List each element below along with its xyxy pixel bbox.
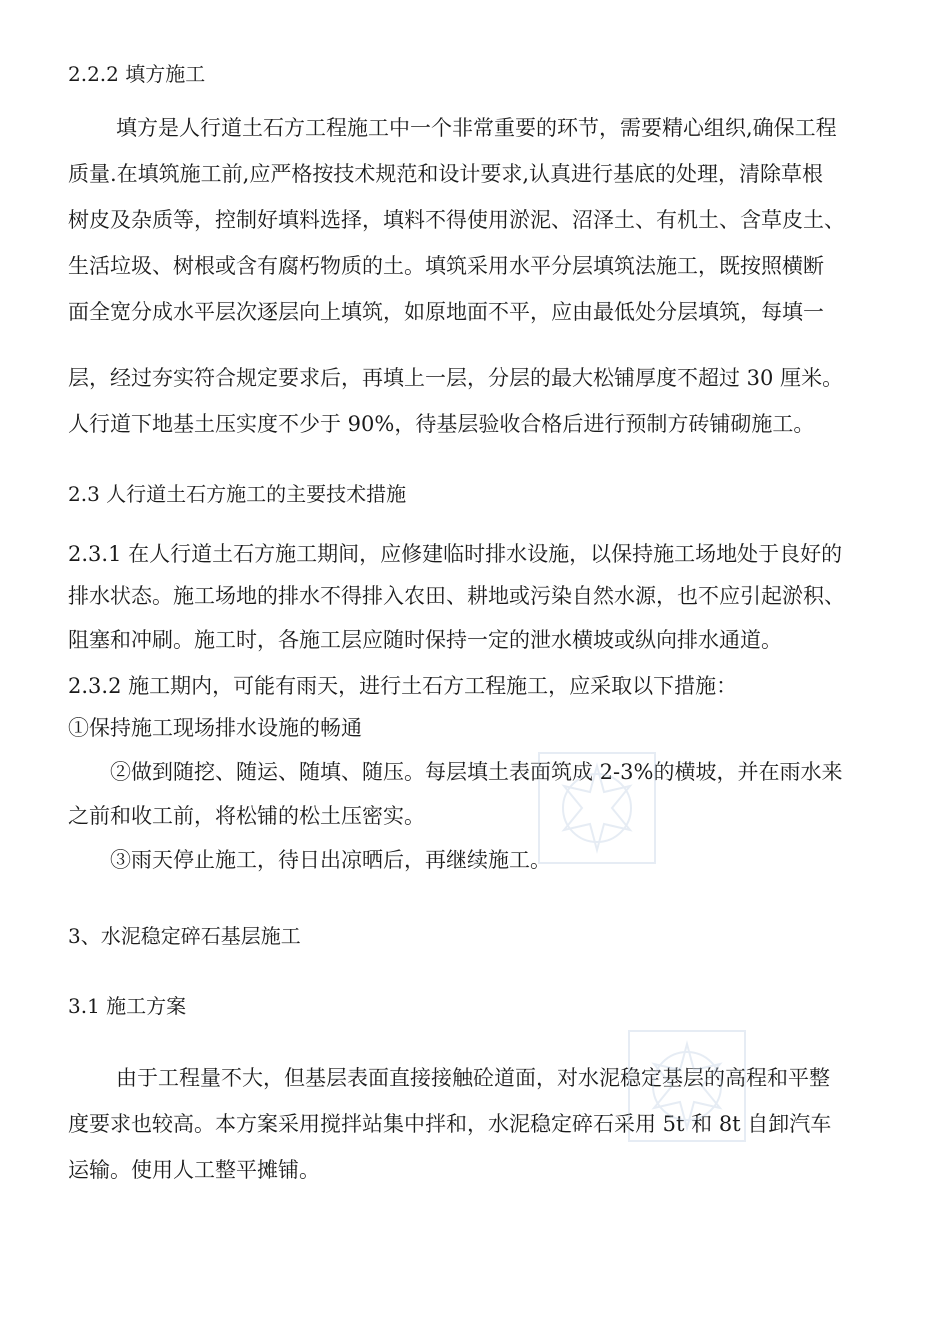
heading-3: 3、水泥稳定碎石基层施工 (68, 924, 301, 948)
paragraph-line: 运输。使用人工整平摊铺。 (68, 1158, 320, 1182)
paragraph-line: 层，经过夯实符合规定要求后，再填上一层，分层的最大松铺厚度不超过 30 厘米。 (68, 366, 844, 390)
paragraph-line: 度要求也较高。本方案采用搅拌站集中拌和，水泥稳定碎石采用 5t 和 8t 自卸汽车 (68, 1112, 832, 1136)
paragraph-line: 填方是人行道土石方工程施工中一个非常重要的环节，需要精心组织,确保工程 (116, 116, 837, 140)
heading-2-3: 2.3 人行道土石方施工的主要技术措施 (68, 482, 407, 506)
paragraph-line: 由于工程量不大，但基层表面直接接触砼道面，对水泥稳定基层的高程和平整 (116, 1066, 830, 1090)
paragraph-line: 树皮及杂质等，控制好填料选择，填料不得使用淤泥、沼泽土、有机土、含草皮土、 (68, 208, 845, 232)
heading-3-1: 3.1 施工方案 (68, 994, 187, 1018)
paragraph-line: 2.3.2 施工期内，可能有雨天，进行土石方工程施工，应采取以下措施： (68, 674, 738, 698)
paragraph-line: 2.3.1 在人行道土石方施工期间，应修建临时排水设施，以保持施工场地处于良好的 (68, 542, 843, 566)
paragraph-line: 之前和收工前，将松铺的松土压密实。 (68, 804, 425, 828)
paragraph-line: 面全宽分成水平层次逐层向上填筑，如原地面不平，应由最低处分层填筑，每填一 (68, 300, 824, 324)
paragraph-line: 排水状态。施工场地的排水不得排入农田、耕地或污染自然水源，也不应引起淤积、 (68, 584, 845, 608)
watermark-logo-icon (628, 1030, 746, 1142)
paragraph-line: 生活垃圾、树根或含有腐朽物质的土。填筑采用水平分层填筑法施工，既按照横断 (68, 254, 824, 278)
heading-2-2-2: 2.2.2 填方施工 (68, 62, 206, 86)
paragraph-line: 人行道下地基土压实度不少于 90%，待基层验收合格后进行预制方砖铺砌施工。 (68, 412, 815, 436)
paragraph-line: 质量.在填筑施工前,应严格按技术规范和设计要求,认真进行基底的处理，清除草根 (68, 162, 824, 186)
watermark-logo-icon (538, 752, 656, 864)
paragraph-line: ③雨天停止施工，待日出凉晒后，再继续施工。 (110, 848, 551, 872)
paragraph-line: ①保持施工现场排水设施的畅通 (68, 716, 362, 740)
paragraph-line: 阻塞和冲刷。施工时，各施工层应随时保持一定的泄水横坡或纵向排水通道。 (68, 628, 782, 652)
paragraph-line: ②做到随挖、随运、随填、随压。每层填土表面筑成 2-3%的横坡，并在雨水来 (110, 760, 843, 784)
